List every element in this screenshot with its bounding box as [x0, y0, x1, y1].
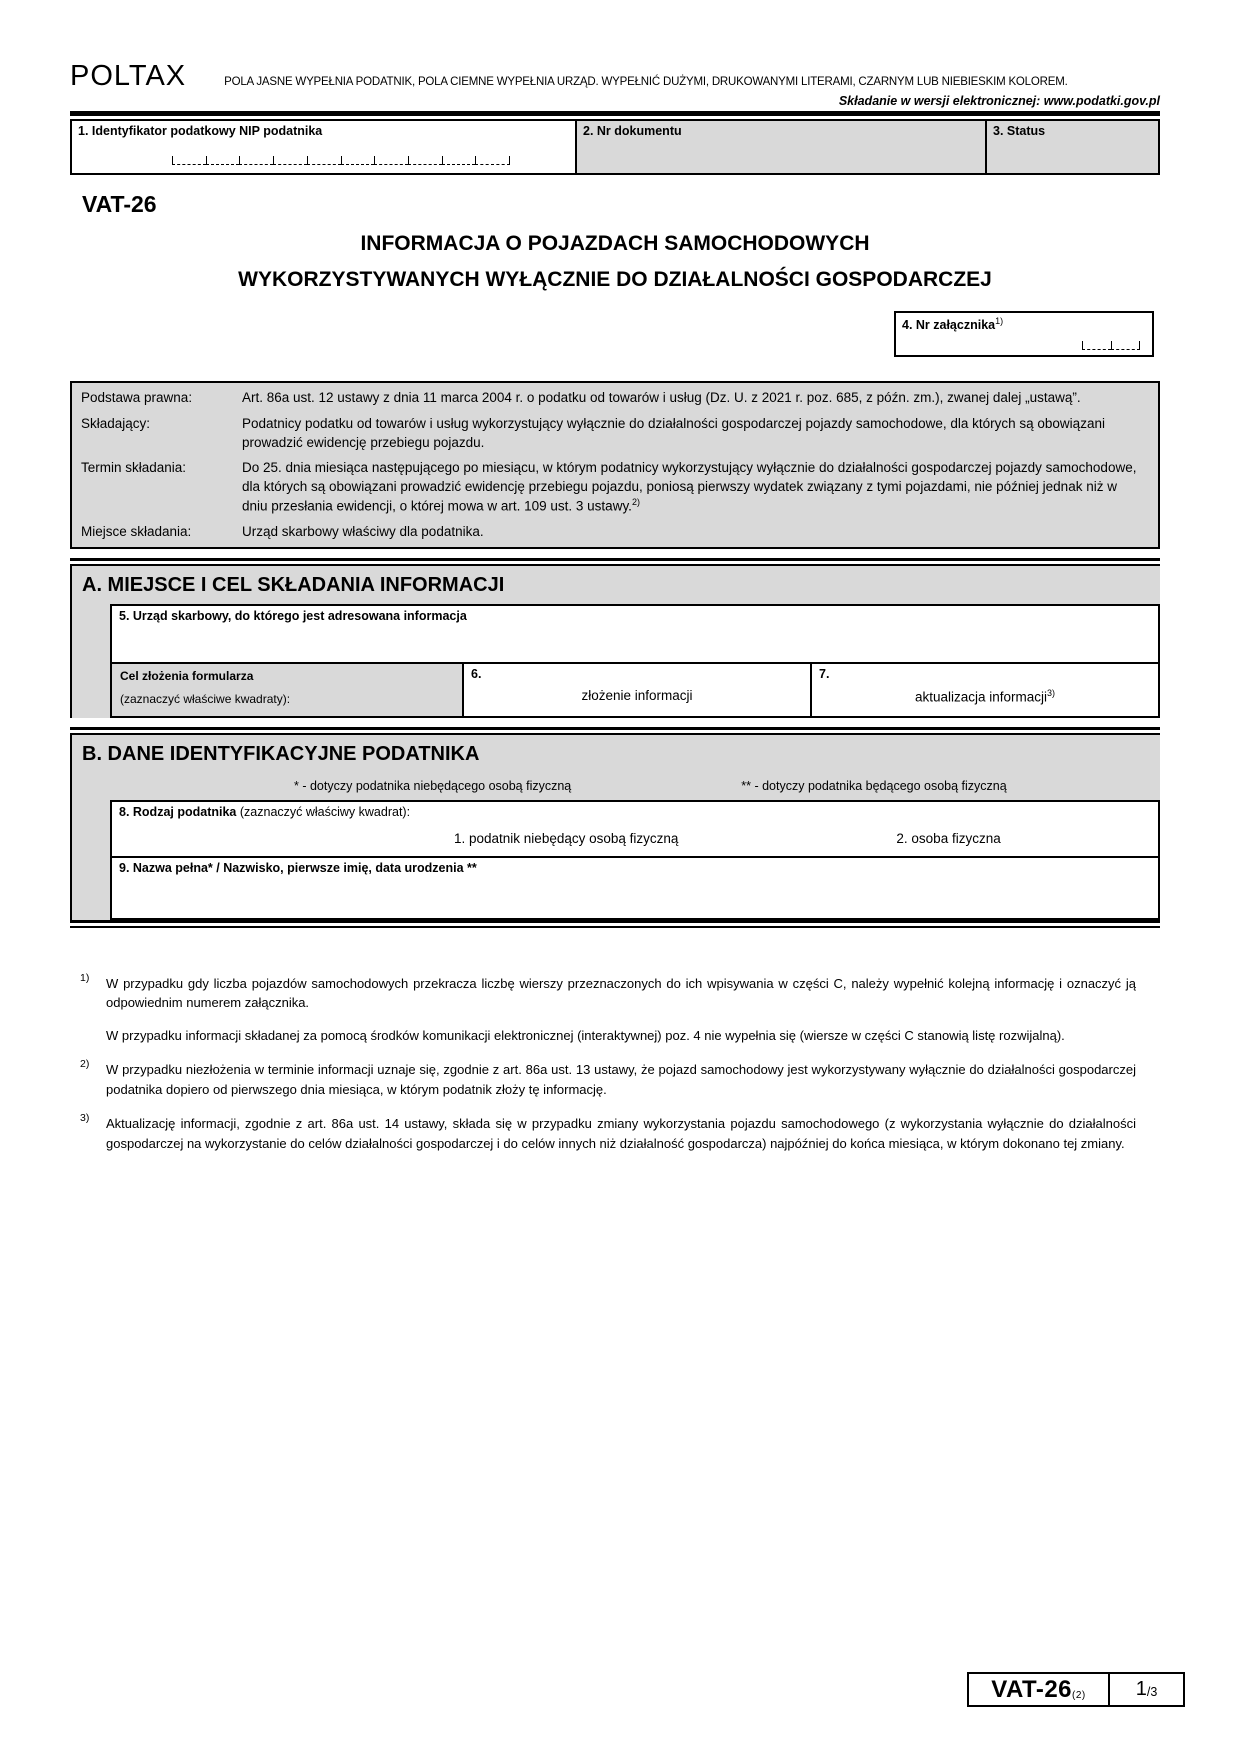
filer-label: Składający:: [81, 415, 151, 431]
footer-form-code: VAT-26 (2): [969, 1674, 1110, 1705]
footnote-3-text: Aktualizację informacji, zgodnie z art. 86a ust. 14 ustawy, składa się w przypadku zmiany wykorzystania pojazdu samochodowego (z wykorzystania wyłącznie do działalności gospodarczej na wykorzystanie do celów działalności gospodarczej i do celów innych niż działalność gospodarcza) najpóźniej do końca miesiąca, w którym dokonano tej zmiany.: [106, 1116, 1136, 1151]
taxpayer-type-field: [110, 800, 1160, 856]
section-b: [70, 735, 1160, 920]
tax-office-label: 5. Urząd skarbowy, do którego jest adresowana informacja: [119, 608, 467, 623]
legal-info-table: [70, 381, 1160, 549]
place-row: [72, 522, 1158, 541]
taxpayer-type-option-person[interactable]: 2. osoba fizyczna: [896, 830, 1001, 846]
place-label: Miejsce składania:: [81, 523, 192, 539]
legal-basis-text: Art. 86a ust. 12 ustawy z dnia 11 marca 2004 r. o podatku od towarów i usług (Dz. U. z 2021 r. poz. 685, z późn. zm.), zwanej dalej „ustawą”.: [242, 390, 1081, 406]
legal-basis-label: Podstawa prawna:: [81, 390, 193, 406]
form-code: VAT-26: [82, 191, 157, 217]
purpose-label-cell: [112, 664, 464, 716]
taxpayer-type-options: [112, 831, 1158, 856]
tax-office-field[interactable]: [110, 604, 1160, 664]
section-a-body: [72, 604, 1160, 718]
section-b-body: [72, 800, 1160, 920]
footer-page-count: /3: [1146, 1685, 1158, 1699]
filer-row: [72, 414, 1158, 452]
footnotes-block: [70, 971, 1160, 1154]
deadline-row: [72, 458, 1158, 516]
form-title: [70, 226, 1160, 297]
update-option-label: aktualizacja informacji$^{3)}$: [914, 687, 1056, 705]
form-title-line1: INFORMACJA O POJAZDACH SAMOCHODOWYCH: [360, 232, 870, 255]
top-id-table: [70, 119, 1160, 175]
full-name-field[interactable]: [110, 856, 1160, 920]
asterisk-note: [72, 773, 1160, 800]
footer-form-version: (2): [1072, 1690, 1086, 1701]
footnote-3-ref: 3): [80, 1112, 90, 1125]
document-number-label: 2. Nr dokumentu: [583, 124, 682, 138]
filer-text: Podatnicy podatku od towarów i usług wykorzystujący wyłącznie do działalności gospodarczej pojazdy samochodowe, dla których są obowiązani prowadzić ewidencję przebiegu pojazdu.: [242, 415, 1105, 450]
nip-comb-input[interactable]: [172, 156, 510, 165]
page-footer: [967, 1672, 1185, 1707]
purpose-sublabel: (zaznaczyć właściwe kwadraty):: [120, 691, 291, 706]
efiling-note: Składanie w wersji elektronicznej: www.podatki.gov.pl: [838, 94, 1160, 108]
taxpayer-type-option-nonperson[interactable]: 1. podatnik niebędący osobą fizyczną: [454, 830, 679, 846]
submission-option-label: złożenie informacji: [581, 687, 693, 703]
attachment-number-field[interactable]: [894, 311, 1154, 357]
section-a: [70, 566, 1160, 718]
update-option-footnote-ref: 3): [1047, 687, 1056, 698]
form-header: [70, 62, 1160, 91]
submission-option-cell[interactable]: [464, 664, 812, 716]
place-text: Urząd skarbowy właściwy dla podatnika.: [242, 523, 484, 539]
footnote-2-ref: 2): [80, 1058, 90, 1071]
section-b-bottom-rule: [70, 920, 1160, 928]
update-option-cell[interactable]: [812, 664, 1158, 716]
filling-instruction: POLA JASNE WYPEŁNIA PODATNIK, POLA CIEMNE WYPEŁNIA URZĄD. WYPEŁNIĆ DUŻYMI, DRUKOWANYMI LITERAMI, CZARNYM LUB NIEBIESKIM KOLOREM.: [224, 76, 1068, 88]
poltax-logo: POLTAX: [70, 60, 187, 92]
status-field: [987, 121, 1158, 173]
double-asterisk-note: ** - dotyczy podatnika będącego osobą fizyczną: [741, 778, 1007, 793]
header-rule: [70, 111, 1160, 116]
section-b-header: B. DANE IDENTYFIKACYJNE PODATNIKA: [72, 735, 1160, 773]
taxpayer-type-label: 8. Rodzaj podatnika (zaznaczyć właściwy kwadrat):: [119, 804, 411, 819]
update-option-number: 7.: [819, 666, 830, 681]
nip-label: 1. Identyfikator podatkowy NIP podatnika: [78, 124, 323, 138]
purpose-label: Cel złożenia formularza: [120, 668, 254, 683]
footnote-3: [70, 1114, 1136, 1153]
deadline-label: Termin składania:: [81, 459, 187, 475]
form-title-line2: WYKORZYSTYWANYCH WYŁĄCZNIE DO DZIAŁALNOŚCI GOSPODARCZEJ: [238, 267, 992, 291]
footnote-1: [70, 971, 1136, 1046]
single-asterisk-note: * - dotyczy podatnika niebędącego osobą fizyczną: [294, 778, 572, 793]
footnote-2: [70, 1060, 1136, 1099]
attachment-number-label: 4. Nr załącznika: [902, 318, 996, 333]
footnote-1-text: W przypadku gdy liczba pojazdów samochodowych przekracza liczbę wierszy przeznaczonych do ich wpisywania w części C, należy wypełnić kolejną informację i oznaczyć ją odpowiednim numerem załącznika. W przypadku informacji składanej za pomocą środków komunikacji elektronicznej (interaktywnej) poz. 4 nie wypełnia się (wiersze w części C stanowią listę rozwijalną).: [106, 975, 1136, 1043]
full-name-label: 9. Nazwa pełna* / Nazwisko, pierwsze imię, data urodzenia **: [119, 860, 477, 875]
footnote-1-ref: 1): [80, 971, 90, 984]
attachment-footnote-ref: 1): [995, 316, 1004, 327]
footer-page-number: 1 /3: [1135, 1678, 1158, 1700]
attachment-number-comb[interactable]: [1082, 341, 1140, 350]
submission-option-number: 6.: [471, 666, 482, 681]
status-label: 3. Status: [993, 124, 1046, 138]
document-number-field: [577, 121, 987, 173]
deadline-footnote-ref: 2): [631, 497, 640, 508]
footnote-2-text: W przypadku niezłożenia w terminie informacji uznaje się, zgodnie z art. 86a ust. 13 ustawy, że pojazd samochodowy jest wykorzystywany wyłącznie do działalności gospodarczej podatnika dopiero od pierwszego dnia miesiąca, w którym podatnik złoży tę informację.: [106, 1062, 1136, 1097]
nip-field[interactable]: [72, 121, 577, 173]
deadline-text: Do 25. dnia miesiąca następującego po miesiącu, w którym podatnicy wykorzystujący wyłącznie do działalności gospodarczej pojazdy samochodowe, dla których są obowiązani prowadzić ewidencję przebiegu pojazdu, poniosą pierwszy wydatek związany z tymi pojazdami, nie później jednak niż w dniu przesłania ewidencji, o której mowa w art. 109 ust. 3 ustawy.$^{2)}$: [242, 459, 1137, 514]
section-a-top-rule: [70, 558, 1160, 566]
purpose-row: [110, 664, 1160, 718]
section-b-top-rule: [70, 727, 1160, 735]
legal-basis-row: [72, 388, 1158, 407]
section-a-header: A. MIEJSCE I CEL SKŁADANIA INFORMACJI: [72, 566, 1160, 604]
